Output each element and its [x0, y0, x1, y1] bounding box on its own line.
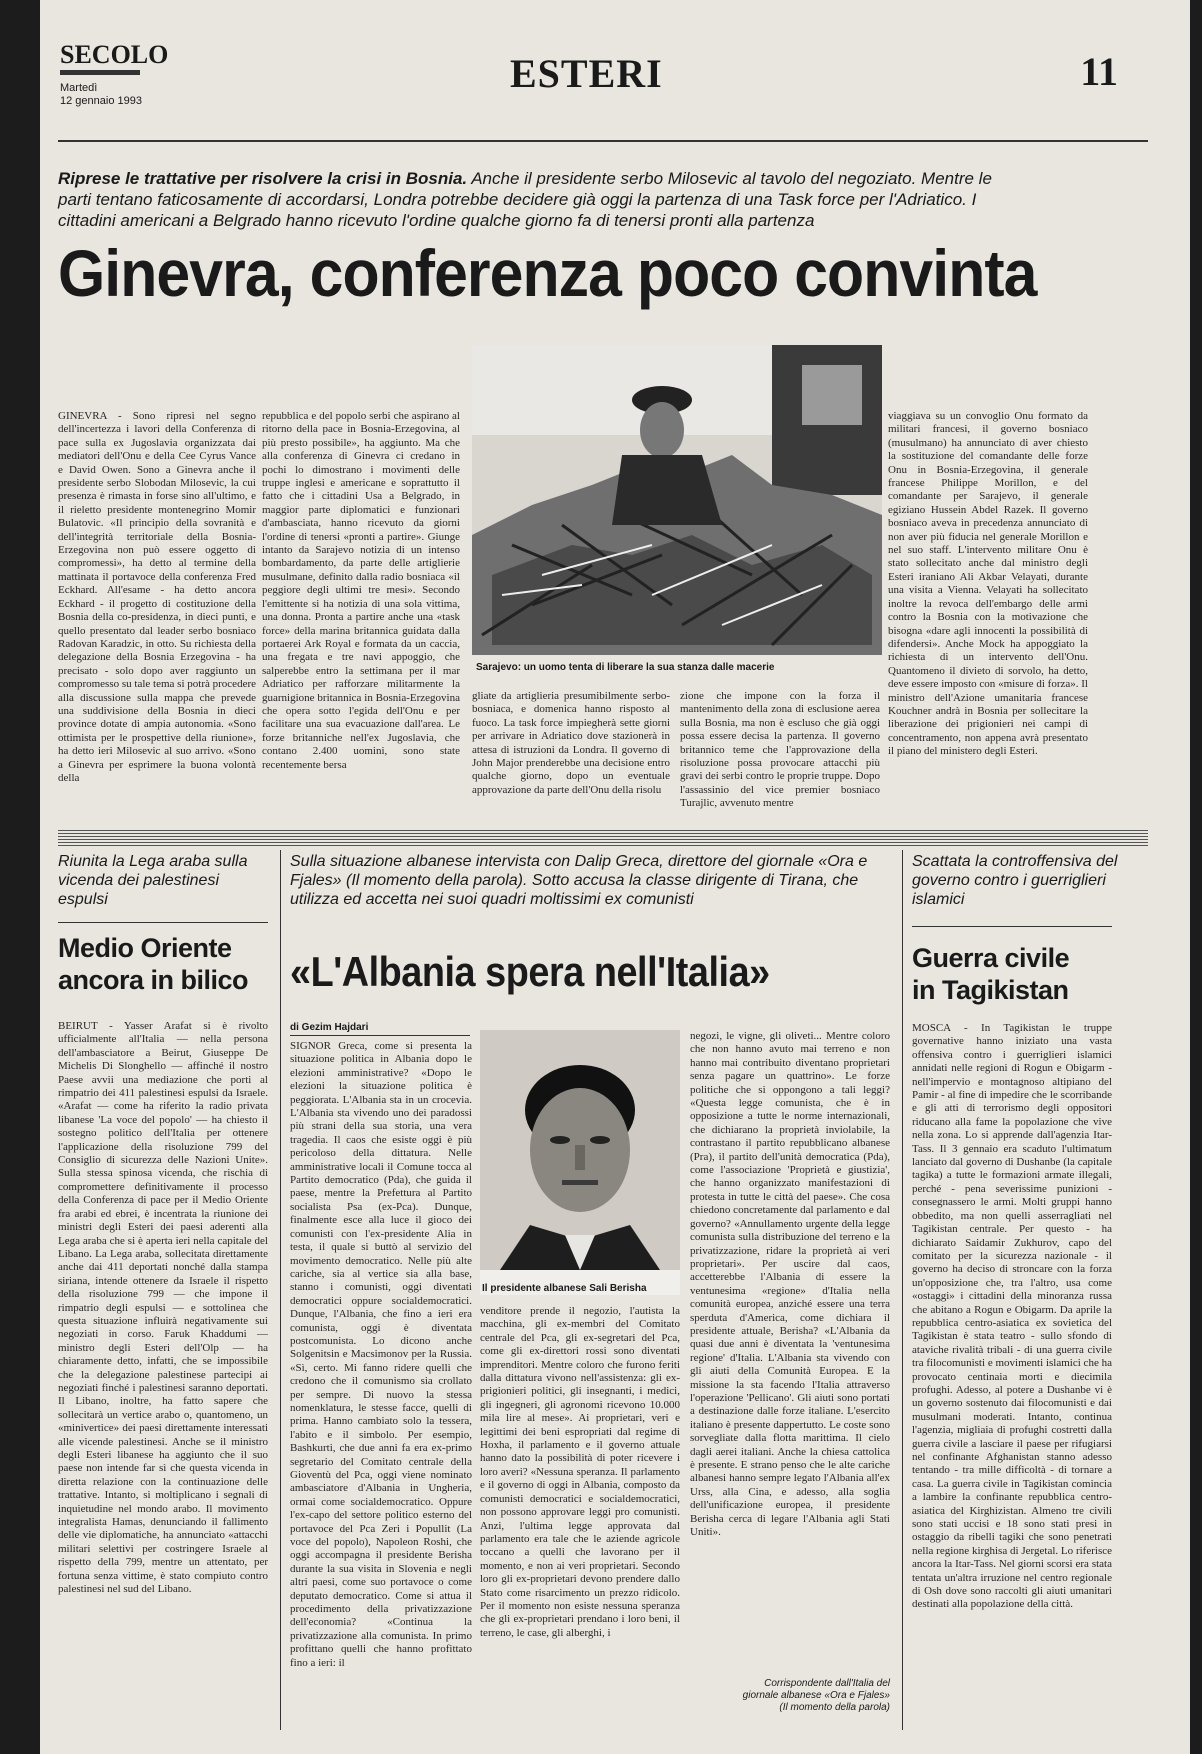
bosnia-column-1-text: GINEVRA - Sono ripresi nel segno dell'incertezza i lavori della Conferenza di pace sulla ex Jugoslavia organizzata dai mediatori dell'Onu e della Cee Cyrus Vance e David Owen. Sono a Ginevra anche il presidente serbo Slobodan Milosevic, la cui presenza è rimasta in forse sino all'ultimo, e il rieletto presidente montenegrino Momir Bulatovic. «Il principio della sovranità e dell'integrità territoriale della Bosnia-Erzegovina non può essere oggetto di compromessi», ha detto al termine della mattinata il portavoce della conferenza Fred Eckhard. All'esame - ha detto ancora Eckhard - il progetto di costituzione della Bosnia della co-presidenza, in dieci punti, e quello presentato dal leader serbo bosniaco Radovan Karadzic, in otto. Su richiesta della delegazione della Bosnia Erzegovina - ha precisato - solo dopo aver raggiunto un compromesso su tale tema si potrà procedere alla discussione sulla mappa che prevede una suddivisione della Bosnia in dieci province dotate di ampia autonomia. «Sono ottimista per le prospettive della riunione», ha detto ieri Milosevic al suo arrivo. «Sono a Ginevra per esprimere la buona volontà della	[58, 410, 256, 784]
lega-title-line2: ancora in bilico	[58, 965, 249, 995]
column-divider-right	[902, 850, 903, 1730]
albania-column-1-text: SIGNOR Greca, come si presenta la situazione politica in Albania dopo le elezioni amministrative? «Dopo le elezioni la situazione politica è peggiorata. L'Albania sta in un crocevia. L'Albania sta vivendo uno dei paradossi più strani della sua storia, una vera tragedia. Il caos che esiste oggi è più pericoloso della dittatura. Nelle amministrative locali il Comune tocca al Partito democratico (Pda), che guida il paese, mentre la Prefettura al Partito socialista Psa (ex-Pca). Dunque, finalmente esce alla luce il gioco dei comunisti con l'ex-presidente Alia in testa, il quale si buttò al servizio del movimento democratico. Nelle più alte cariche, sia al vertice sia alla base, stanno i comunisti, oggi diventati democratici oppure socialdemocratici. Dunque, l'Albania, che fino a ieri era comunista, oggi è diventata postcomunista. Lo dicono anche Solgenitsin e Macsimonov per la Russia. «Sì, certo. Mi fanno ridere quelli che credono che il comunismo sia crollato per sempre. Di nuovo la stessa nomenklatura, le stesse facce, quelli di prima. Hanno cambiato solo la tessera, l'abito e il simbolo. Per esempio, Bashkurti, che due anni fa era ex-primo segretario del Comitato centrale della Gioventù del Pca, oggi viene nominato ambasciatore d'Albania in Ungheria, ormai come socialdemocratico. Oppure l'ex-capo del settore politico esterno del portavoce del Pca Zeri i Popullit (La voce del popolo), Napoleon Roshi, che oggi accompagna il presidente Berisha durante la sua visita in Slovenia e negli altri paesi, come suo portavoce o come deputato democratico. Come si attua il procedimento della privatizzazione dell'economia? «Continua la privatizzazione alla comunista. In primo profittano quelli che hanno profittato fino a ieri: il	[290, 1040, 472, 1669]
albania-column-3	[690, 1030, 890, 1670]
bosnia-column-3	[472, 690, 670, 822]
lega-title-line1: Medio Oriente	[58, 933, 232, 963]
bosnia-column-5	[888, 410, 1088, 822]
lega-title	[58, 932, 278, 996]
bosnia-kicker	[58, 168, 1018, 231]
page-number: 11	[1080, 49, 1118, 94]
berisha-portrait-image	[480, 1030, 680, 1295]
masthead-bar	[60, 70, 140, 75]
albania-signoff: Corrispondente dall'Italia del giornale albanese «Ora e Fjales» (Il momento della parola)	[742, 1678, 890, 1713]
bosnia-column-4	[680, 690, 880, 822]
bosnia-column-4-text: zione che impone con la forza il mantenimento della zona di esclusione aerea sulla Bosnia, ma non è escluso che già oggi possa essere decisa la partenza. Il governo britannico teme che l'approvazione della risoluzione possa provocare attacchi più gravi dei serbi contro le proprie truppe. Dopo l'assassinio del vice premier bosniaco Turajlic, avvenuto mentre	[680, 690, 880, 810]
albania-kicker: Sulla situazione albanese intervista con Dalip Greca, direttore del giornale «Ora e Fjales» (Il momento della parola). Sotto accusa la classe dirigente di Tirana, che utilizza ed accetta nei suoi quadri moltissimi ex comunisti	[290, 853, 868, 908]
dateline	[60, 82, 142, 108]
tagikistan-title-line1: Guerra civile	[912, 943, 1070, 973]
tagikistan-kicker: Scattata la controffensiva del governo contro i guerriglieri islamici	[912, 853, 1118, 908]
lega-body-text: BEIRUT - Yasser Arafat si è rivolto ufficialmente all'Italia — nella persona dell'ambasciatore a Beirut, Giuseppe De Michelis Di Slonghello — affinché il nostro Paese avvii una mediazione che porti al rimpatrio dei 411 palestinesi espulsi da Israele. «Arafat — come ha riferito la radio privata libanese 'La voce del popolo' — ha chiesto il sostegno politico dell'Italia per ottenere l'applicazione della risoluzione 799 del Consiglio di sicurezza delle Nazioni Unite». Sulla stessa spinosa vicenda, che rischia di compromettere definitivamente il processo della Conferenza di pace per il Medio Oriente fra arabi ed ebrei, è incentrata la riunione dei ministri degli Esteri dei paesi aderenti alla Lega araba che si è aperta ieri nella capitale del Libano. La Lega araba, sollecitata direttamente anche dai 411 deportati nonché dalla stampa siriana, intende ottenere da Israele il rispetto della risoluzione 799 — che impone il rimpatrio degli espulsi — e sottolinea che questa situazione influirà negativamente sui negoziati in corso. Faruk Khaddumi — ministro degli Esteri dell'Olp — ha chiaramente detto, infatti, che se impossibile che la delegazione palestinese partecipi ai negoziati finché i palestinesi saranno deportati. Il Libano, inoltre, ha fatto sapere che sollecitarà un vertice arabo o, quantomeno, un «minivertice» dei paesi direttamente interessati alle vicende palestinesi. Anche se il ministro degli Esteri libanese ha aggiunto che il suo paese non intende far sì che questa vicenda in diretta relazione con la continuazione delle trattative. Intanto, si moltiplicano i segnali di inquietudine nel mondo arabo. Il movimento integralista Hamas, denunciando il fallimento delle vie diplomatiche, ha annunciato «attacchi militari selettivi per costringere Israele al rispetto della 799, mentre un attentato, per fortuna senza vittime, è stato compiuto contro palestinesi nel sud del Libano.	[58, 1020, 268, 1596]
header-rule	[58, 140, 1148, 142]
bosnia-column-2	[262, 410, 460, 822]
lega-body	[58, 1020, 268, 1720]
albania-photo-caption: Il presidente albanese Sali Berisha	[482, 1283, 647, 1294]
section-title: ESTERI	[510, 51, 663, 96]
bosnia-column-3-text: gliate da artiglieria presumibilmente serbo-bosniaca, e domenica hanno risposto al fuoco. La task force impiegherà sette giorni per arrivare in Adriatico dove stazionerà in attesa di istruzioni da Londra. Il governo di John Major prenderebbe una decisione entro qualche giorno, dopo un eventuale approvazione da parte dell'Onu della risolu	[472, 690, 670, 796]
albania-column-1	[290, 1040, 472, 1730]
albania-column-2-text: venditore prende il negozio, l'autista la macchina, gli ex-membri del Comitato centrale del Pca, gli ex-segretari del Pca, come gli ex-direttori rossi sono diventati imprenditori. Mentre coloro che furono feriti dalla dittatura vivono nell'assistenza: gli ex-prigionieri politici, gli insegnanti, i medici, gli ingegneri, gli agronomi ricevono 10.000 mila lire al mese». Ai proprietari, veri e legittimi dei beni espropriati dal regime di Hoxha, il parlamento e il governo attuale hanno dato la possibilità di poter ricevere i loro averi? «Nessuna speranza. Il parlamento e il governo di oggi in Albania, composto da comunisti democratici e socialdemocratici, non possono approvare leggi pro comunisti. Anzi, l'ultima legge approvata dal parlamento era tale che le aziende agricole toccano a quelli che lavorano per il momento, e non ai veri proprietari. Secondo loro gli ex-proprietari devono prendere dallo Stato come risarcimento un prezzo ridicolo. Per il momento non esiste nessuna speranza che gli ex-proprietari prendano i loro beni, il terreno, le case, gli alberghi, i	[480, 1305, 680, 1639]
bosnia-photo-caption: Sarajevo: un uomo tenta di liberare la sua stanza dalle macerie	[476, 662, 775, 673]
tagikistan-body-text: MOSCA - In Tagikistan le truppe governative hanno iniziato una vasta offensiva contro i guerriglieri islamici annidati nelle regioni di Rogun e Obigarm - nell'impervio e montagnoso altipiano del Pamir - al fine di impedire che le scorribande e gli atti di terrorismo degli oppositori riducano alla fame la popolazione che vive nella zona. Lo si apprende dall'agenzia Itar-Tass. Il 3 gennaio era scaduto l'ultimatum lanciato dal governo di Dushanbe (la capitale tagika) a tutte le formazioni armate illegali, perché - pena severissime punizioni - consegnassero le armi. Molti gruppi hanno obbedito, ma non quelli asserragliati nel Tagikistan centrale. Per questo - ha dichiarato Saidamir Zukhurov, capo del comitato per la sicurezza nazionale - il governo ha deciso di stroncare con la forza un'opposizione che, tra l'altro, usa come «ostaggi» i cittadini della minoranza russa che abitano a Rogun e Obigarm. Da aprile la repubblica centro-asiatica ex sovietica del Tagikistan è stata teatro - sullo sfondo di ataviche rivalità tribali - di una guerra civile tra filocomunisti e movimenti islamici che ha provocato centinaia morti e diecimila profughi. Adesso, al potere a Dushanbe vi è un governo sostenuto dai filocomunisti e dai musulmani moderati. Intanto, continua l'agenzia, migliaia di profughi costretti dalla guerra civile a lasciare il paese per rifugiarsi nel confinante Afghanistan stanno adesso tentando - tra mille difficoltà - di tornare a casa. La guerra civile in Tagikistan comincia a lambire la confinante repubblica centro-asiatica del Kirghizistan. Almeno tre civili sono stati uccisi e 18 sono stati presi in ostaggio da ribelli tagiki che sono penetrati nella regione kirghisa di Jergetal. Lo riferisce ancora la Itar-Tass. Nel giorni scorsi era stata tentata un'altra irruzione nel centro regionale di Osh dove sono raccolti gli aiuti umanitari destinati alla popolazione della città.	[912, 1022, 1112, 1611]
section-divider	[58, 830, 1148, 846]
bosnia-column-1	[58, 410, 256, 822]
tagikistan-body	[912, 1022, 1112, 1732]
albania-column-3-text: negozi, le vigne, gli oliveti... Mentre coloro che non hanno avuto mai terreno e non hanno mai contribuito diventano proprietari senza pagare un quattrino». Le forze politiche che si oppongono a tali leggi? «Questa legge comunista, che è in opposizione a tutte le norme internazionali, che dichiarano la proprietà inviolabile, la contrastano il partito repubblicano albanese (Pra), il partito dell'unità democratica (Pda), come l'associazione 'Proprietà e giustizia', che hanno organizzato manifestazioni di protesta in tutte le città del paese». Che cosa chiedono concretamente dal parlamento e dal governo? «Annullamento urgente della legge comunista sulla distribuzione del terreno e la privatizzazione, ridare la proprietà ai veri proprietari». Per uscire dal caos, accetterebbe l'Albania di essere la ventunesima «regione» d'Italia nella comunità europea, anziché essere una terra sperduta d'America, come dichiara il presidente attuale, Berisha? «L'Albania da quasi due anni è diventata la 'ventunesima regione' d'Italia. L'Albania sta vivendo con gli aiuti della Comunità Europea. E la missione la sta facendo l'Italia attraverso l'operazione 'Pellicano'. Gli aiuti sono portati a destinazione dalle forze italiane. L'esercito italiano è presente dappertutto. Le coste sono sorvegliate dalla flotta marittima. Il cielo dagli aerei italiani. Anche la chiesa cattolica è presente. E strano penso che le alte cariche albanesi hanno sempre legato l'Albania all'ex Urss, alla Cina, e adesso, alla soglia dell'unificazione europea, il presidente Berisha cerca di legare l'Albania agli Stati Uniti».	[690, 1030, 890, 1539]
albania-byline: di Gezim Hajdari	[290, 1022, 470, 1036]
bosnia-kicker-lead: Riprese le trattative per risolvere la crisi in Bosnia.	[58, 169, 468, 188]
bosnia-column-2-text: repubblica e del popolo serbi che aspirano al ritorno della pace in Bosnia-Erzegovina, al più presto possibile», ha aggiunto. Ma che alla conferenza di Ginevra ci credano in pochi lo dimostrano i movimenti delle truppe inglesi e americane e soprattutto il fatto che i cittadini Usa a Belgrado, in maggior parte diplomatici e funzionari d'ambasciata, hanno ricevuto da giorni l'ordine di tenersi «pronti a partire». Giunge intanto da Sarajevo notizia di un intenso bombardamento, da parte delle artiglierie musulmane, definito dalla radio bosniaca «il peggiore degli ultimi tre mesi». Secondo l'emittente si ha notizia di una sola vittima, una donna. Pronta a partire anche una «task force» della marina britannica guidata dalla portaerei Ark Royal e formata da un caccia, una fregata e tre navi appoggio, che salperebbe entro la settimana per il mar Adriatico per rafforzare militarmente la guarnigione britannica in Bosnia-Erzegovina che opera sotto l'egida dell'Onu e per facilitare una sua evacuazione dall'area. Le forze britanniche nell'ex Jugoslavia, che contano 2.400 uomini, sono state recentemente bersa	[262, 410, 460, 771]
column-divider-left	[280, 850, 281, 1730]
tagikistan-rule	[912, 926, 1112, 927]
albania-photo	[480, 1030, 680, 1295]
newspaper-page	[40, 0, 1190, 1754]
sarajevo-rubble-image	[472, 345, 882, 683]
bosnia-column-5-text: viaggiava su un convoglio Onu formato da militari francesi, il governo bosniaco (musulmano) ha annunciato di aver chiesto la sostituzione del comandante delle forze Onu in Bosnia-Erzegovina, il generale francese Philippe Morillon, e del comandante per Sarajevo, il generale egiziano Hussein Abdel Razek. Il governo bosniaco aveva in precedenza annunciato di non aver più fiducia nel generale Morillon e nel suo staff. L'intervento militare Onu è stato sollecitato anche dal ministro degli Esteri iraniano Ali Akbar Velayati, durante una visita a Vienna. Velayati ha sollecitato inoltre la revoca dell'embargo delle armi contro la Bosnia con la motivazione che bisogna «dare agli innocenti la possibilità di difendersi». Anche Mock ha appoggiato la richiesta di un intervento dell'Onu. Quantomeno il divieto di sorvolo, ha detto, deve essere imposto con «misure di forza». Il ministro dell'Azione umanitaria francese Kouchner andrà in Bosnia per sollecitare la liberazione dei prigionieri nei campi di concentramento, non appena avrà presentato il piano del ministero degli Esteri.	[888, 410, 1088, 758]
dateline-date: 12 gennaio 1993	[60, 95, 142, 107]
albania-headline: «L'Albania spera nell'Italia»	[290, 948, 770, 995]
dateline-day: Martedì	[60, 82, 98, 94]
bosnia-photo	[472, 345, 882, 683]
bosnia-kicker-rest: Anche il presidente serbo Milosevic al tavolo del negoziato. Mentre le parti tentano faticosamente di accordarsi, Londra potrebbe decidere già oggi la partenza di una Task force per l'Adriatico. I cittadini americani a Belgrado hanno ricevuto l'ordine qualche giorno fa di tenersi pronti alla partenza	[58, 169, 992, 230]
tagikistan-title-line2: in Tagikistan	[912, 975, 1069, 1005]
masthead-logo: SECOLO	[60, 40, 169, 69]
albania-column-2	[480, 1305, 680, 1730]
bosnia-headline: Ginevra, conferenza poco convinta	[58, 236, 1037, 310]
lega-kicker: Riunita la Lega araba sulla vicenda dei palestinesi espulsi	[58, 853, 248, 908]
tagikistan-title	[912, 942, 1132, 1006]
lega-rule	[58, 922, 268, 923]
